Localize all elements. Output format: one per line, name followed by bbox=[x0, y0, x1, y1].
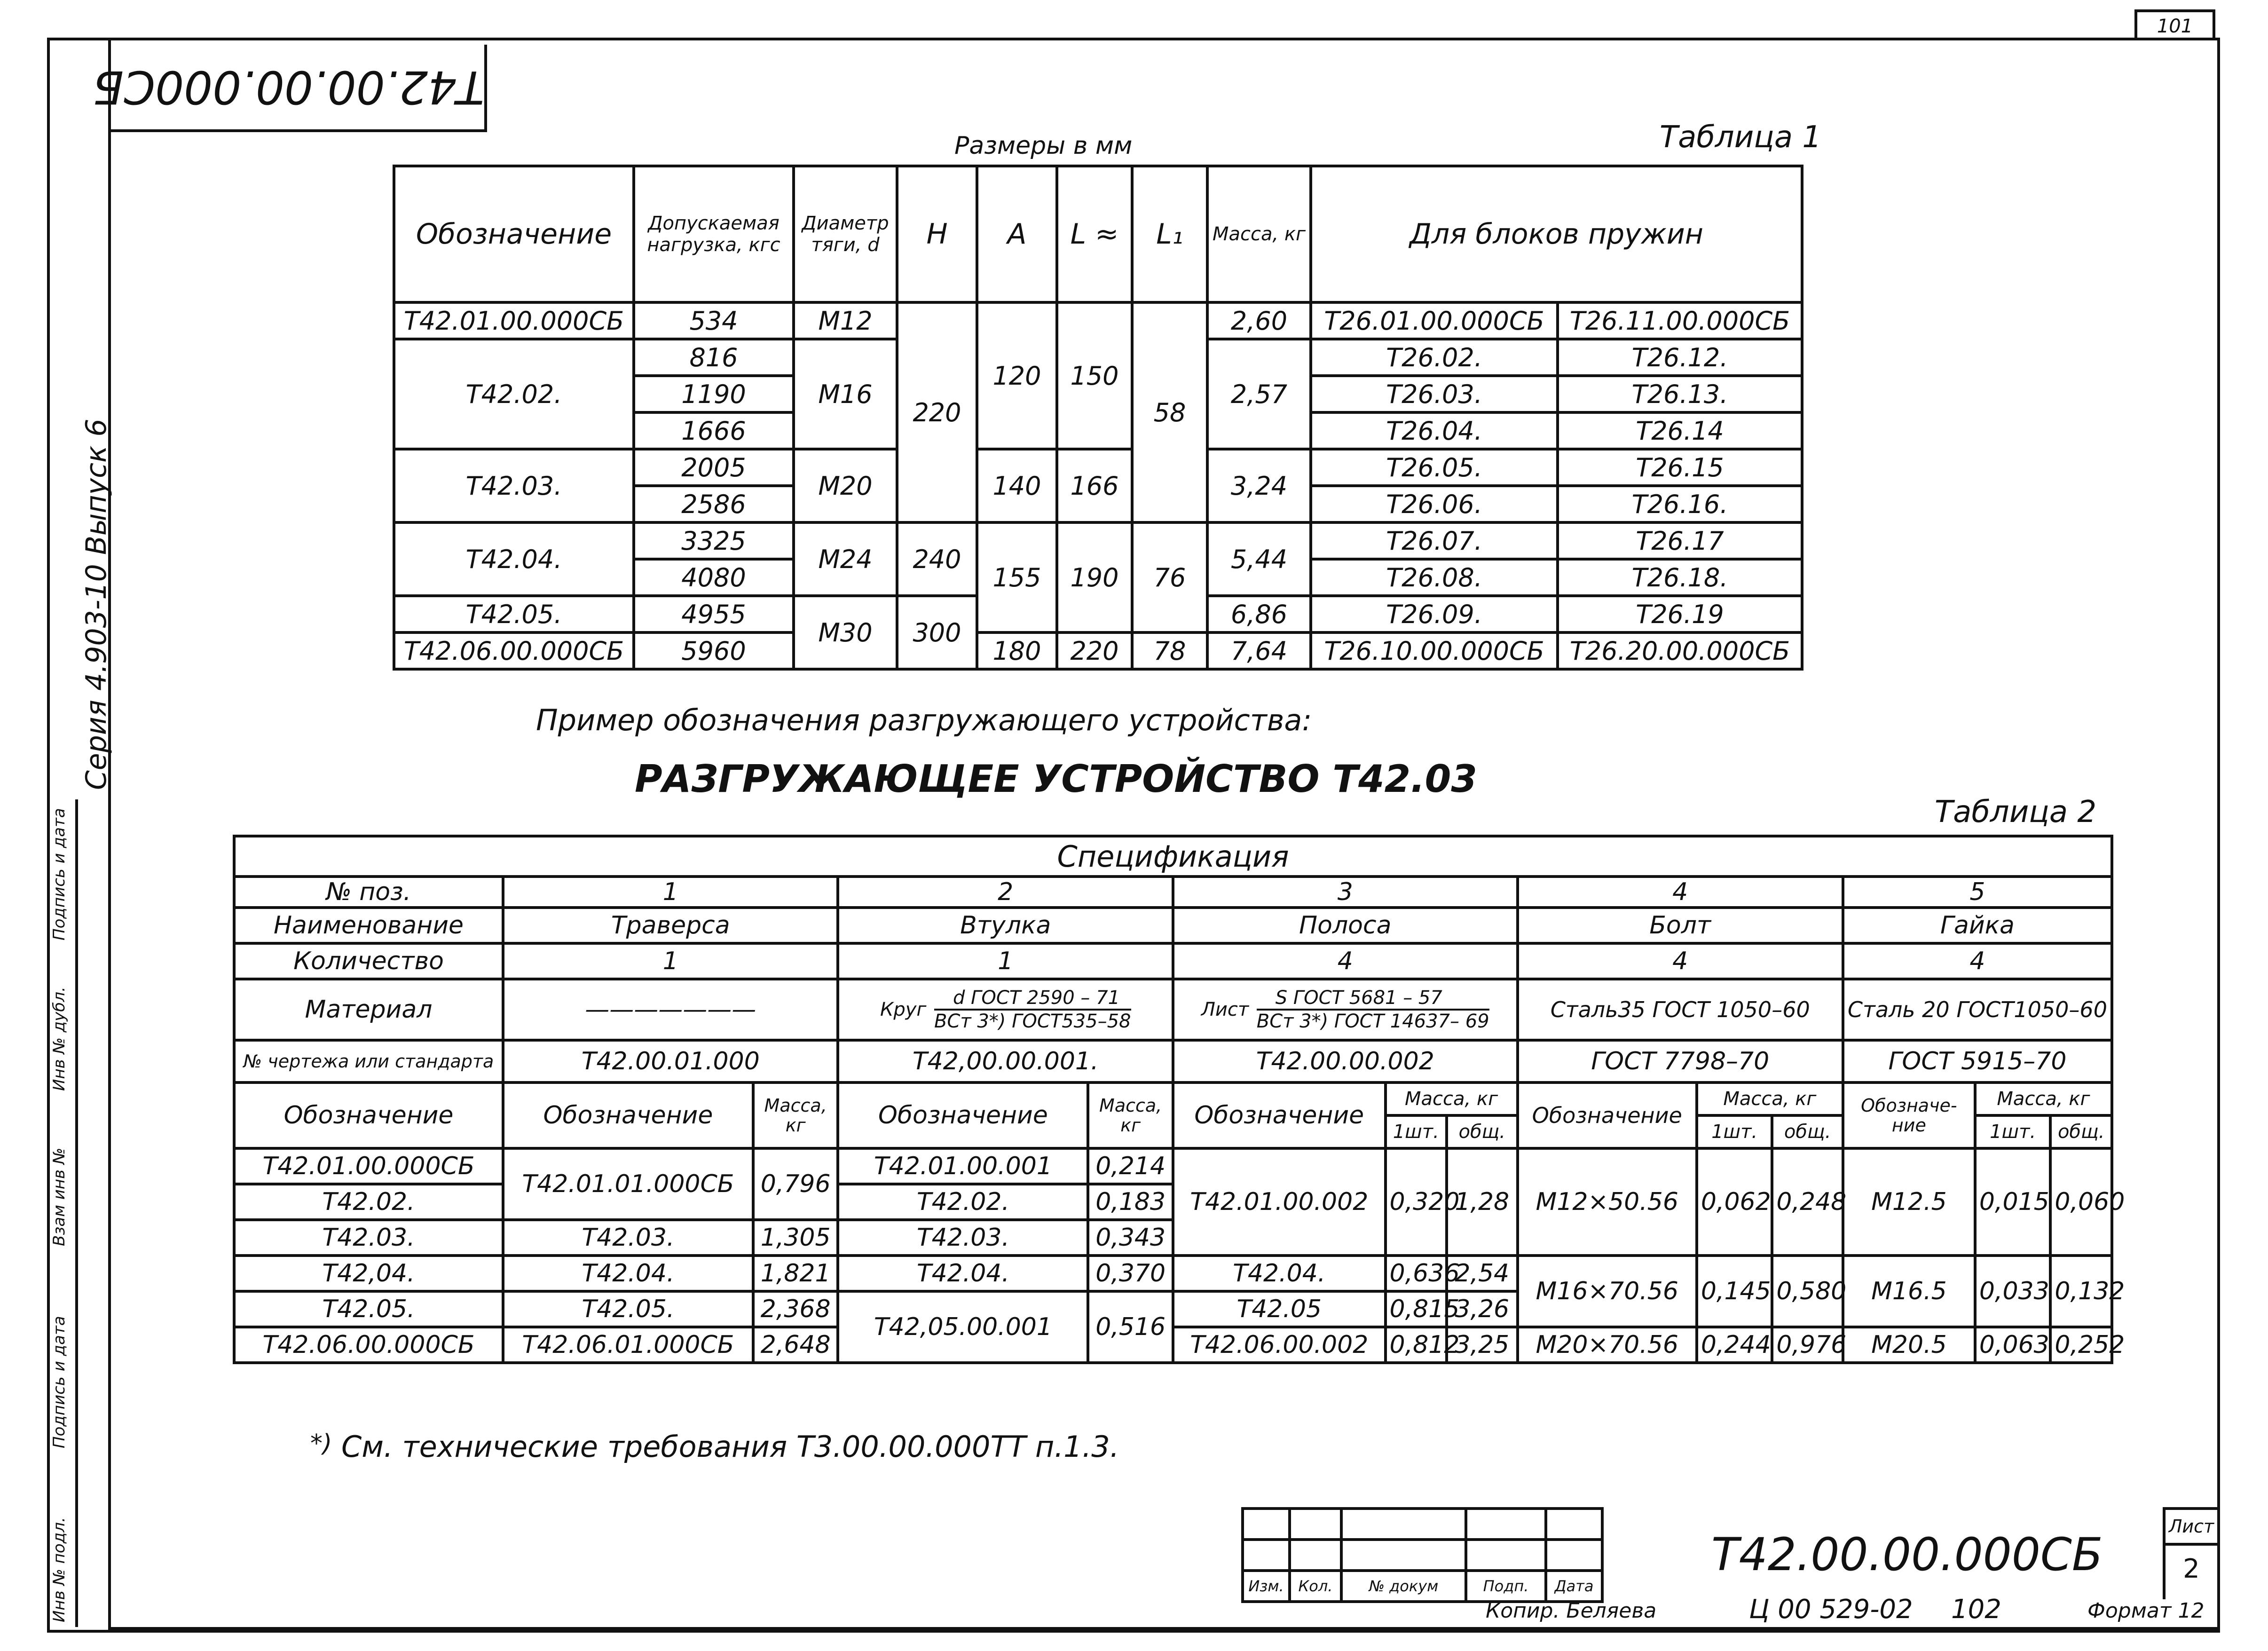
t1-load: 2005 bbox=[634, 449, 794, 486]
pos-number: 2 bbox=[838, 877, 1173, 908]
t1-diameter: М20 bbox=[794, 449, 897, 522]
col-mass: Масса, кг bbox=[1386, 1082, 1518, 1115]
p5-total: 0,132 bbox=[2050, 1256, 2112, 1327]
stamp-label: Изм. bbox=[1243, 1571, 1290, 1602]
material-prefix: Круг bbox=[880, 999, 927, 1020]
t1-spring-a: Т26.01.00.000СБ bbox=[1311, 302, 1558, 339]
t1-load: 4080 bbox=[634, 559, 794, 596]
col-designation: Обозначе-ние bbox=[1843, 1082, 1975, 1148]
p4-one: 0,062 bbox=[1697, 1148, 1772, 1256]
p5-one: 0,015 bbox=[1975, 1148, 2051, 1256]
part-name: Втулка bbox=[838, 908, 1173, 943]
t1-a: 140 bbox=[977, 449, 1057, 522]
p2-designation: Т42.02. bbox=[838, 1184, 1088, 1220]
t1-spring-b: Т26.18. bbox=[1558, 559, 1802, 596]
drawing-label: № чертежа или стандарта bbox=[234, 1040, 503, 1082]
drawing-number: Т42.00.01.000 bbox=[503, 1040, 838, 1082]
p4-one: 0,145 bbox=[1697, 1256, 1772, 1327]
col-mass-one: 1шт. bbox=[1975, 1115, 2051, 1148]
col-mass: Масса, кг bbox=[1088, 1082, 1173, 1148]
t1-header-a: A bbox=[977, 166, 1057, 302]
t1-designation: Т42.04. bbox=[394, 522, 634, 596]
col-mass: Масса, кг bbox=[1697, 1082, 1843, 1115]
qty-label: Количество bbox=[234, 943, 503, 979]
t1-designation: Т42.06.00.000СБ bbox=[394, 632, 634, 669]
dims-note: Размеры в мм bbox=[954, 132, 1133, 160]
t1-header-l1: L₁ bbox=[1132, 166, 1207, 302]
drawing-number: Т42.00.00.002 bbox=[1173, 1040, 1518, 1082]
col-mass-total: общ. bbox=[1772, 1115, 1843, 1148]
p3-designation: Т42.06.00.002 bbox=[1173, 1327, 1386, 1363]
part-name: Траверса bbox=[503, 908, 838, 943]
t1-l1: 78 bbox=[1132, 632, 1207, 669]
material-bolt: Сталь35 ГОСТ 1050–60 bbox=[1518, 979, 1843, 1040]
col-designation: Обозначение bbox=[1173, 1082, 1386, 1148]
order-number: Ц 00 529-02 bbox=[1749, 1594, 1913, 1625]
t1-designation: Т42.05. bbox=[394, 596, 634, 632]
t1-l: 166 bbox=[1057, 449, 1132, 522]
part-name: Болт bbox=[1518, 908, 1843, 943]
stamp-label: Дата bbox=[1546, 1571, 1602, 1602]
t1-spring-a: Т26.09. bbox=[1311, 596, 1558, 632]
series-label: Серия 4.903-10 Выпуск 6 bbox=[80, 419, 113, 790]
col-mass: Масса, кг bbox=[753, 1082, 838, 1148]
p5-total: 0,060 bbox=[2050, 1148, 2112, 1256]
p3-total: 3,26 bbox=[1447, 1291, 1518, 1327]
t1-spring-b: Т26.20.00.000СБ bbox=[1558, 632, 1802, 669]
material-fraction bbox=[1257, 987, 1489, 1032]
sheet-number: 2 bbox=[2183, 1554, 2200, 1584]
p1-mass: 1,821 bbox=[753, 1256, 838, 1291]
t1-load: 534 bbox=[634, 302, 794, 339]
t1-load: 2586 bbox=[634, 486, 794, 522]
material-bushing bbox=[838, 979, 1173, 1040]
p3-total: 3,25 bbox=[1447, 1327, 1518, 1363]
p3-total: 1,28 bbox=[1447, 1148, 1518, 1256]
t1-spring-b: Т26.16. bbox=[1558, 486, 1802, 522]
p2-designation: Т42,05.00.001 bbox=[838, 1291, 1088, 1363]
row-designation: Т42,04. bbox=[234, 1256, 503, 1291]
pos-label: № поз. bbox=[234, 877, 503, 908]
part-qty: 1 bbox=[503, 943, 838, 979]
page-number: 102 bbox=[1951, 1594, 2001, 1625]
p5-designation: М12.5 bbox=[1843, 1148, 1975, 1256]
drawing-number: ГОСТ 7798–70 bbox=[1518, 1040, 1843, 1082]
t1-diameter: М24 bbox=[794, 522, 897, 596]
col-designation: Обозначение bbox=[234, 1082, 503, 1148]
side-strip-label: Инв № дубл. bbox=[50, 987, 69, 1091]
t1-header-diameter: Диаметр тяги, d bbox=[794, 166, 897, 302]
row-designation: Т42.06.00.000СБ bbox=[234, 1327, 503, 1363]
t1-l: 150 bbox=[1057, 302, 1132, 449]
t1-header-h: H bbox=[897, 166, 977, 302]
p2-designation: Т42.04. bbox=[838, 1256, 1088, 1291]
footnote bbox=[310, 1430, 1119, 1464]
material-label: Материал bbox=[234, 979, 503, 1040]
p1-mass: 1,305 bbox=[753, 1220, 838, 1256]
p3-total: 2,54 bbox=[1447, 1256, 1518, 1291]
side-strip-label: Инв № подл. bbox=[50, 1517, 69, 1622]
t1-mass: 7,64 bbox=[1207, 632, 1311, 669]
p2-mass: 0,183 bbox=[1088, 1184, 1173, 1220]
t1-mass: 6,86 bbox=[1207, 596, 1311, 632]
p1-designation: Т42.06.01.000СБ bbox=[503, 1327, 753, 1363]
col-mass-total: общ. bbox=[2050, 1115, 2112, 1148]
part-name: Полоса bbox=[1173, 908, 1518, 943]
p3-one: 0,636 bbox=[1386, 1256, 1447, 1291]
col-mass: Масса, кг bbox=[1975, 1082, 2112, 1115]
stamp-label: Кол. bbox=[1290, 1571, 1341, 1602]
t1-spring-a: Т26.05. bbox=[1311, 449, 1558, 486]
pos-number: 5 bbox=[1843, 877, 2112, 908]
t1-load: 1190 bbox=[634, 376, 794, 412]
side-strip-label: Взам инв № bbox=[50, 1147, 69, 1246]
material-fraction bbox=[934, 987, 1131, 1032]
table2-title: Таблица 2 bbox=[1935, 795, 2097, 829]
title-block-grid bbox=[1241, 1507, 1604, 1603]
t1-load: 3325 bbox=[634, 522, 794, 559]
pos-number: 3 bbox=[1173, 877, 1518, 908]
t1-header-designation: Обозначение bbox=[394, 166, 634, 302]
p4-total: 0,976 bbox=[1772, 1327, 1843, 1363]
part-qty: 4 bbox=[1843, 943, 2112, 979]
footnote-mark: *) bbox=[310, 1430, 332, 1458]
part-qty: 4 bbox=[1173, 943, 1518, 979]
col-mass-total: общ. bbox=[1447, 1115, 1518, 1148]
p2-mass: 0,343 bbox=[1088, 1220, 1173, 1256]
t1-spring-b: Т26.17 bbox=[1558, 522, 1802, 559]
t1-diameter: М12 bbox=[794, 302, 897, 339]
t1-load: 1666 bbox=[634, 412, 794, 449]
t1-h: 240 bbox=[897, 522, 977, 596]
t1-l1: 76 bbox=[1132, 522, 1207, 632]
p1-mass: 0,796 bbox=[753, 1148, 838, 1220]
p2-designation: Т42.03. bbox=[838, 1220, 1088, 1256]
drawing-number: Т42,00.00.001. bbox=[838, 1040, 1173, 1082]
specification-table bbox=[233, 835, 2125, 1364]
t1-a: 120 bbox=[977, 302, 1057, 449]
drawing-number: ГОСТ 5915–70 bbox=[1843, 1040, 2112, 1082]
p3-one: 0,320 bbox=[1386, 1148, 1447, 1256]
material-strip bbox=[1173, 979, 1518, 1040]
p1-designation: Т42.04. bbox=[503, 1256, 753, 1291]
p3-one: 0,815 bbox=[1386, 1291, 1447, 1327]
col-mass-one: 1шт. bbox=[1697, 1115, 1772, 1148]
t1-spring-b: Т26.13. bbox=[1558, 376, 1802, 412]
p5-total: 0,252 bbox=[2050, 1327, 2112, 1363]
material-numerator: S ГОСТ 5681 – 57 bbox=[1257, 987, 1489, 1011]
top-code: Т42.00.00.000СБ bbox=[93, 61, 484, 113]
t1-header-load: Допускаемая нагрузка, кгс bbox=[634, 166, 794, 302]
t1-spring-a: Т26.03. bbox=[1311, 376, 1558, 412]
t1-l: 190 bbox=[1057, 522, 1132, 632]
material-dash: ——————— bbox=[503, 979, 838, 1040]
part-qty: 1 bbox=[838, 943, 1173, 979]
t1-designation: Т42.02. bbox=[394, 339, 634, 449]
t1-mass: 2,60 bbox=[1207, 302, 1311, 339]
part-qty: 4 bbox=[1518, 943, 1843, 979]
row-designation: Т42.02. bbox=[234, 1184, 503, 1220]
t1-mass: 2,57 bbox=[1207, 339, 1311, 449]
table1-title: Таблица 1 bbox=[1660, 120, 1822, 155]
dimensions-table bbox=[393, 165, 1803, 671]
p3-designation: Т42.01.00.002 bbox=[1173, 1148, 1386, 1256]
row-designation: Т42.05. bbox=[234, 1291, 503, 1327]
example-value: РАЗГРУЖАЮЩЕЕ УСТРОЙСТВО Т42.03 bbox=[635, 757, 1477, 801]
p1-designation: Т42.05. bbox=[503, 1291, 753, 1327]
t1-spring-a: Т26.04. bbox=[1311, 412, 1558, 449]
t1-spring-b: Т26.15 bbox=[1558, 449, 1802, 486]
p4-total: 0,248 bbox=[1772, 1148, 1843, 1256]
side-strip-label: Подпись и дата bbox=[50, 1316, 69, 1448]
stamp-code: Т42.00.00.000СБ bbox=[1711, 1528, 2103, 1581]
t1-a: 180 bbox=[977, 632, 1057, 669]
p5-designation: М16.5 bbox=[1843, 1256, 1975, 1327]
p4-designation: М12×50.56 bbox=[1518, 1148, 1697, 1256]
p4-total: 0,580 bbox=[1772, 1256, 1843, 1327]
t1-mass: 5,44 bbox=[1207, 522, 1311, 596]
t1-mass: 3,24 bbox=[1207, 449, 1311, 522]
p5-one: 0,033 bbox=[1975, 1256, 2051, 1327]
col-designation: Обозначение bbox=[838, 1082, 1088, 1148]
pos-number: 1 bbox=[503, 877, 838, 908]
pos-number: 4 bbox=[1518, 877, 1843, 908]
part-name: Гайка bbox=[1843, 908, 2112, 943]
p1-mass: 2,648 bbox=[753, 1327, 838, 1363]
p5-designation: М20.5 bbox=[1843, 1327, 1975, 1363]
t1-designation: Т42.01.00.000СБ bbox=[394, 302, 634, 339]
material-nut: Сталь 20 ГОСТ1050–60 bbox=[1843, 979, 2112, 1040]
p1-designation: Т42.01.01.000СБ bbox=[503, 1148, 753, 1220]
name-label: Наименование bbox=[234, 908, 503, 943]
t1-spring-a: Т26.10.00.000СБ bbox=[1311, 632, 1558, 669]
t1-spring-a: Т26.06. bbox=[1311, 486, 1558, 522]
stamp-label: № докум bbox=[1341, 1571, 1466, 1602]
t1-spring-b: Т26.12. bbox=[1558, 339, 1802, 376]
example-label: Пример обозначения разгружающего устройства: bbox=[536, 703, 1312, 737]
t1-header-springs: Для блоков пружин bbox=[1311, 166, 1802, 302]
p2-mass: 0,370 bbox=[1088, 1256, 1173, 1291]
t1-load: 816 bbox=[634, 339, 794, 376]
col-designation: Обозначение bbox=[503, 1082, 753, 1148]
format-note: Формат 12 bbox=[2087, 1599, 2205, 1623]
t1-header-l: L ≈ bbox=[1057, 166, 1132, 302]
t1-designation: Т42.03. bbox=[394, 449, 634, 522]
spec-title: Спецификация bbox=[234, 836, 2112, 877]
t1-diameter: М30 bbox=[794, 596, 897, 669]
p3-one: 0,812 bbox=[1386, 1327, 1447, 1363]
copy-note: Копир. Беляева bbox=[1486, 1599, 1657, 1623]
p5-one: 0,063 bbox=[1975, 1327, 2051, 1363]
sheet-box bbox=[2163, 1507, 2217, 1599]
sheet-corner-box bbox=[2134, 9, 2215, 40]
footnote-text: См. технические требования Т3.00.00.000ТТ п.1.3. bbox=[341, 1430, 1119, 1464]
t1-load: 4955 bbox=[634, 596, 794, 632]
t1-h: 220 bbox=[897, 302, 977, 522]
t1-spring-a: Т26.08. bbox=[1311, 559, 1558, 596]
side-strip-label: Подпись и дата bbox=[50, 808, 69, 940]
t1-diameter: М16 bbox=[794, 339, 897, 449]
row-designation: Т42.01.00.000СБ bbox=[234, 1148, 503, 1184]
top-code-box bbox=[93, 45, 487, 132]
t1-spring-a: Т26.07. bbox=[1311, 522, 1558, 559]
t1-spring-a: Т26.02. bbox=[1311, 339, 1558, 376]
t1-load: 5960 bbox=[634, 632, 794, 669]
material-prefix: Лист bbox=[1201, 999, 1249, 1020]
sheet-corner-number: 101 bbox=[2157, 16, 2193, 37]
t1-header-mass: Масса, кг bbox=[1207, 166, 1311, 302]
material-numerator: d ГОСТ 2590 – 71 bbox=[934, 987, 1131, 1011]
sheet-label: Лист bbox=[2166, 1510, 2217, 1546]
material-denominator: ВСт 3*) ГОСТ535–58 bbox=[934, 1011, 1131, 1032]
t1-spring-b: Т26.14 bbox=[1558, 412, 1802, 449]
t1-h: 300 bbox=[897, 596, 977, 669]
t1-l1: 58 bbox=[1132, 302, 1207, 522]
p2-designation: Т42.01.00.001 bbox=[838, 1148, 1088, 1184]
t1-a: 155 bbox=[977, 522, 1057, 632]
p1-designation: Т42.03. bbox=[503, 1220, 753, 1256]
p4-one: 0,244 bbox=[1697, 1327, 1772, 1363]
row-designation: Т42.03. bbox=[234, 1220, 503, 1256]
p1-mass: 2,368 bbox=[753, 1291, 838, 1327]
p2-mass: 0,214 bbox=[1088, 1148, 1173, 1184]
p3-designation: Т42.04. bbox=[1173, 1256, 1386, 1291]
stamp-label: Подп. bbox=[1466, 1571, 1546, 1602]
p4-designation: М16×70.56 bbox=[1518, 1256, 1697, 1327]
col-designation: Обозначение bbox=[1518, 1082, 1697, 1148]
col-mass-one: 1шт. bbox=[1386, 1115, 1447, 1148]
t1-spring-b: Т26.11.00.000СБ bbox=[1558, 302, 1802, 339]
material-denominator: ВСт 3*) ГОСТ 14637– 69 bbox=[1256, 1011, 1489, 1032]
p4-designation: М20×70.56 bbox=[1518, 1327, 1697, 1363]
p2-mass: 0,516 bbox=[1088, 1291, 1173, 1363]
p3-designation: Т42.05 bbox=[1173, 1291, 1386, 1327]
t1-spring-b: Т26.19 bbox=[1558, 596, 1802, 632]
side-strip bbox=[47, 799, 111, 1627]
t1-l: 220 bbox=[1057, 632, 1132, 669]
